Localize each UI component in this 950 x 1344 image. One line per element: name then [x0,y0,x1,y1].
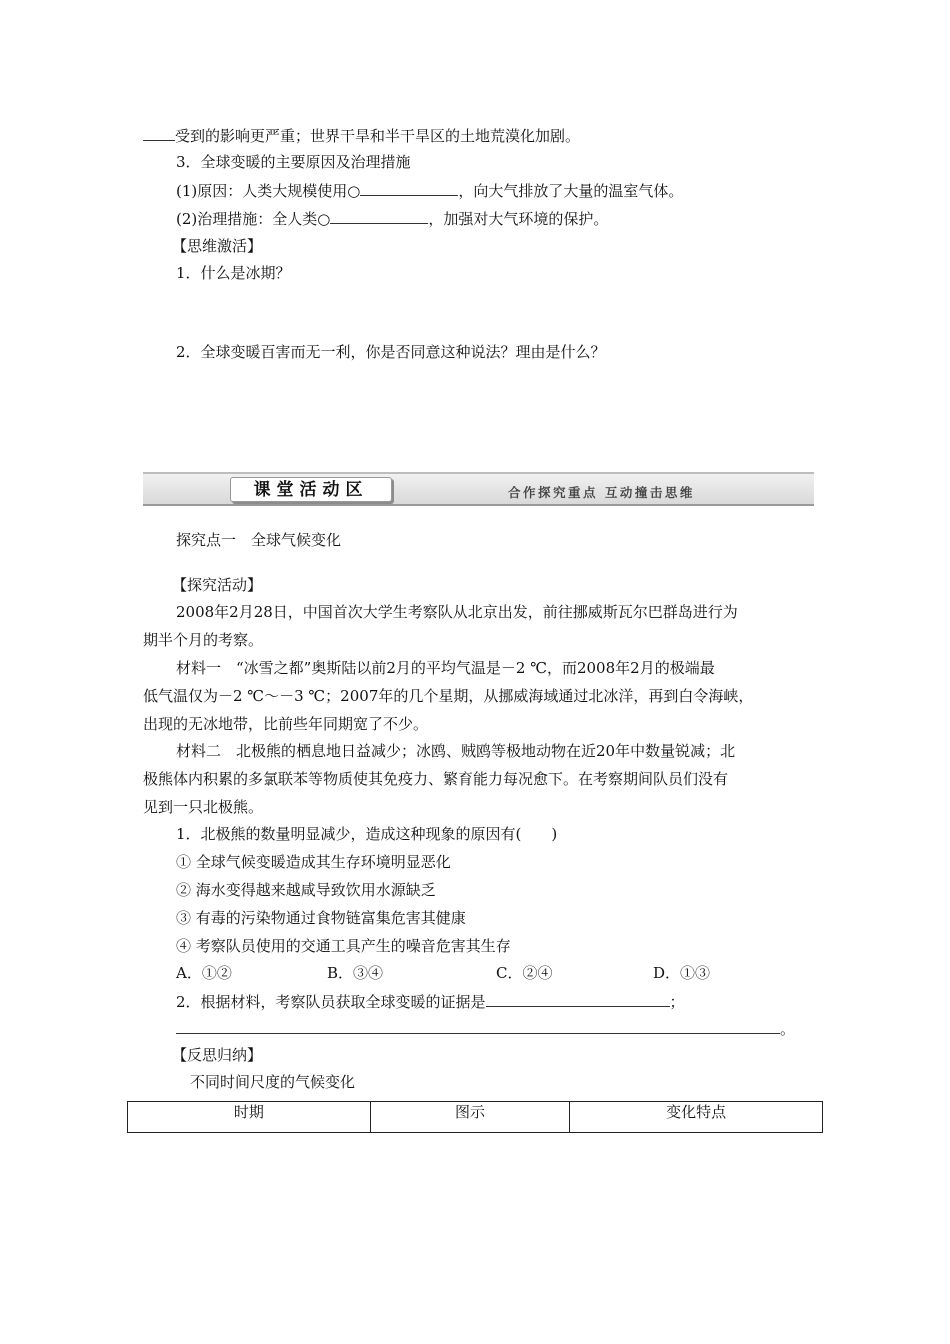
activity-heading: 【探究活动】 [172,576,263,594]
section-heading-3: 3．全球变暖的主要原因及治理措施 [176,153,411,171]
blank-line[interactable] [143,125,175,141]
material2-line-1: 材料二 北极熊的栖息地日益减少；冰鸥、贼鸥等极地动物在近20年中数量锐减；北 [176,742,736,760]
answer-period: 。 [780,1020,796,1038]
intro-line-2: 期半个月的考察。 [143,631,264,649]
option-1: ① 全球气候变暖造成其生存环境明显恶化 [176,853,451,871]
material2-line-2: 极熊体内积累的多氯联苯等物质使其免疫力、繁育能力每况愈下。在考察期间队员们没有 [143,770,729,788]
table-header-features: 变化特点 [570,1102,823,1133]
point-title: 探究点一 全球气候变化 [176,531,342,549]
climate-table [127,1101,823,1133]
banner-title: 课堂活动区 [230,477,392,502]
reflect-heading: 【反思归纳】 [172,1046,263,1064]
table-header-period: 时期 [128,1102,371,1133]
question-1: 1．北极熊的数量明显减少，造成这种现象的原因有( ) [176,825,558,843]
banner-subtitle: 合作探究重点 互动撞击思维 [508,485,695,500]
evidence-blank[interactable] [486,991,670,1007]
choice-a[interactable]: A．①② [176,964,232,982]
question-ice-age: 1．什么是冰期？ [176,264,291,282]
question-warming: 2．全球变暖百害而无一利，你是否同意这种说法？理由是什么？ [176,343,606,361]
material1-line-2: 低气温仅为－2 ℃～－3 ℃；2007年的几个星期，从挪威海域通过北冰洋，再到白令海峡， [143,687,754,705]
cause-label: (1)原因：人类大规模使用○ [176,182,361,200]
intro-line-1: 2008年2月28日，中国首次大学生考察队从北京出发，前往挪威斯瓦尔巴群岛进行为 [176,603,738,621]
answer-blank[interactable] [176,1018,780,1034]
table-header-diagram: 图示 [370,1102,570,1133]
measure-blank[interactable] [330,208,428,224]
material2-line-3: 见到一只北极熊。 [143,798,264,816]
answer-line [176,1018,795,1039]
text-segment: 受到的影响更严重；世界干旱和半干旱区的土地荒漠化加剧。 [175,127,581,145]
cause-blank[interactable] [360,180,458,196]
section-banner [143,472,814,506]
material1-line-1: 材料一 “冰雪之都”奥斯陆以前2月的平均气温是－2 ℃，而2008年2月的极端最 [176,659,715,677]
cause-line [176,180,683,201]
option-4: ④ 考察队员使用的交通工具产生的噪音危害其生存 [176,937,511,955]
measure-tail: ，加强对大气环境的保护。 [428,210,609,228]
measure-line [176,208,608,229]
text-line [143,125,580,146]
think-heading: 【思维激活】 [172,237,263,255]
option-3: ③ 有毒的污染物通过食物链富集危害其健康 [176,909,466,927]
question-2 [176,991,685,1012]
cause-tail: ，向大气排放了大量的温室气体。 [458,182,684,200]
measure-label: (2)治理措施：全人类○ [176,210,331,228]
table-caption: 不同时间尺度的气候变化 [190,1073,356,1091]
question-2-text: 2．根据材料，考察队员获取全球变暖的证据是 [176,993,486,1011]
material1-line-3: 出现的无冰地带，比前些年同期宽了不少。 [143,715,429,733]
choice-d[interactable]: D．①③ [653,964,711,982]
question-2-semicolon: ； [669,993,685,1011]
choice-c[interactable]: C．②④ [496,964,553,982]
choice-b[interactable]: B．③④ [327,964,384,982]
option-2: ② 海水变得越来越咸导致饮用水源缺乏 [176,881,436,899]
table-header-row [128,1102,823,1133]
